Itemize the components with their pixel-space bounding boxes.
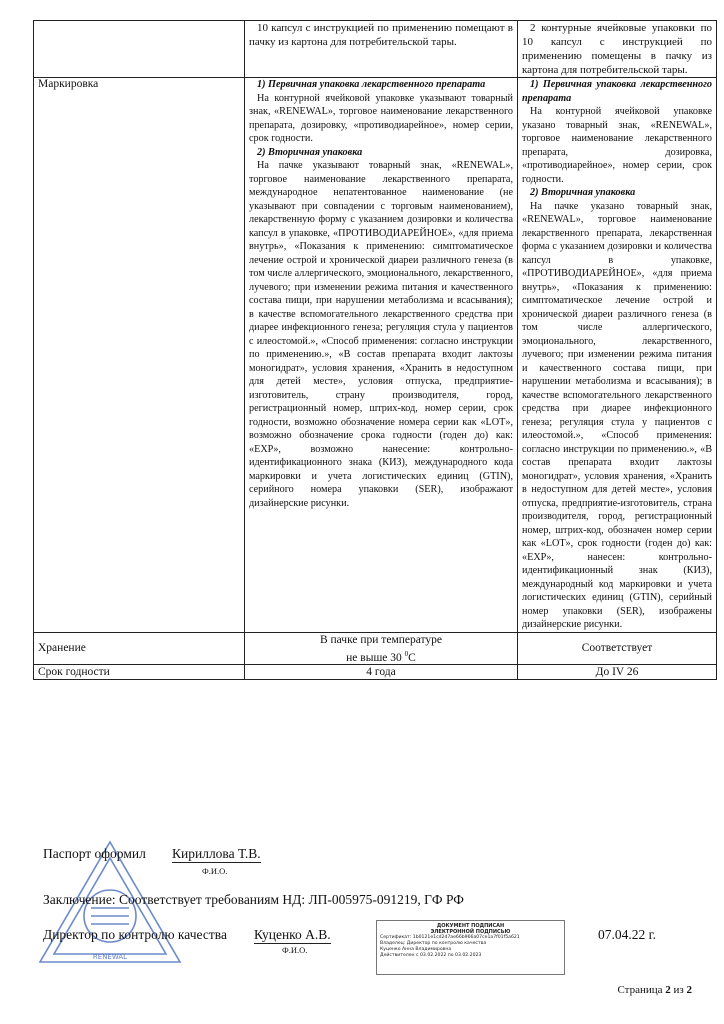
storage-spec-line2: не выше 30: [346, 651, 402, 664]
pack-result-text: 2 контурные ячейковые упаковки по 10 капсул с инструкцией по применению помещены в пачку из картона для потребительской тары.: [522, 22, 712, 76]
spec-primary-heading: 1) Первичная упаковка лекарственного препарата: [257, 79, 486, 90]
shelf-life-result: До IV 26: [518, 665, 717, 680]
signature-title-1: ДОКУМЕНТ ПОДПИСАН: [436, 923, 505, 929]
fio-caption-2: Ф.И.О.: [282, 945, 308, 955]
spec-table: [33, 20, 717, 680]
result-primary-text: На контурной ячейковой упаковке указано товарный знак, «RENEWAL», торговое наименование лекарственного препарата, дозировка, «противодиарейное», номер серии, срок годности.: [522, 106, 712, 185]
signature-cert: Сертификат: 1b0121e1cd2d7ae66b966a07ce1a7f01f5a621: [380, 935, 520, 940]
spec-secondary-heading: 2) Вторичная упаковка: [257, 146, 363, 158]
page-current: 2: [665, 984, 671, 996]
table-cell: [34, 21, 245, 78]
spec-primary-text: На контурной ячейковой упаковке указывают товарный знак, «RENEWAL», торговое наименование лекарственного препарата, дозировку, «противодиарейное», номер серии, срок годности.: [249, 92, 513, 144]
stamp-text: RENEWAL: [92, 953, 128, 961]
spec-secondary-text: На пачке указывают товарный знак, «RENEWAL», торговое наименование лекарственного препарата, международное непатентованное наименование (не указывают при совпадении с торговым наименованием), лекарственную форму с указанием дозировки и количества капсул в упаковке, «ПРОТИВОДИАРЕЙНОЕ», «для приема внутрь», «Показания к применению: симптоматическое лечение острой и хронической диареи различного генеза (в том числе аллергического, эмоционального, лекарственного, лучевого; при изменении режима питания и качественного состава пищи, при нарушении метаболизма и всасывания); в качестве вспомогательного лекарственного средства при диарее инфекционного генеза; регуляция стула у пациентов с илеостомой.», «Способ применения: согласно инструкции по применению.», «В состав препарата входит лактозы моногидрат», условия хранения, «Хранить в недоступном для детей месте», условия отпуска, предприятие-изготовитель, страну производителя, город, регистрационный номер, штрих-код, номер серии, срок годности, возможно обозначение номера серии как «LOT», возможно обозначение срока годности (годен до) как: «EXP», возможно нанесение: контрольно-идентификационного знака (КИЗ), международного кода маркировки и учета логистических единиц (GTIN), серийного номера упаковки (SER), изображают дизайнерские рисунки.: [249, 160, 513, 509]
storage-spec-line1: В пачке при температуре: [319, 633, 443, 646]
passport-label: Паспорт оформил: [43, 846, 146, 861]
page-total: 2: [686, 984, 692, 996]
marking-result-cell: [518, 78, 717, 633]
shelf-life-spec: 4 года: [245, 665, 518, 680]
page-prefix: Страница: [617, 984, 663, 996]
conclusion-text: Заключение: Соответствует требованиям НД: ЛП-005975-091219, ГФ РФ: [43, 892, 464, 907]
signature-owner-name: Куценко Анна Владимировна: [380, 947, 452, 952]
table-row: [34, 21, 717, 78]
pack-spec-cell: [245, 21, 518, 78]
marking-spec-cell: [245, 78, 518, 633]
table-row: [34, 632, 717, 665]
shelf-life-label: Срок годности: [34, 665, 245, 680]
director-label: Директор по контролю качества: [43, 927, 227, 942]
marking-label: Маркировка: [34, 78, 245, 633]
signing-date: 07.04.22 г.: [598, 927, 657, 942]
signature-validity: Действителен с 03.02.2022 по 03.02.2023: [380, 953, 482, 958]
degree-mark: 0: [404, 649, 409, 658]
storage-spec-cell: [245, 632, 518, 665]
storage-label: Хранение: [34, 632, 245, 665]
director-name: Куценко А.В.: [254, 927, 331, 942]
storage-result: Соответствует: [518, 632, 717, 665]
result-primary-heading: 1) Первичная упаковка лекарственного препарата: [522, 79, 712, 104]
result-secondary-heading: 2) Вторичная упаковка: [530, 187, 636, 198]
temperature-unit: С: [408, 651, 416, 664]
signature-owner-role: Владелец: Директор по контролю качества: [380, 941, 487, 946]
pack-result-cell: [518, 21, 717, 78]
fio-caption-1: Ф.И.О.: [202, 866, 228, 876]
table-row: [34, 78, 717, 633]
page-number: [617, 984, 692, 996]
result-secondary-text: На пачке указано товарный знак, «RENEWAL», торговое наименование лекарственного препарата, лекарственная форма с указанием дозировки и количества капсул в упаковке, «ПРОТИВОДИАРЕЙНОЕ», «для приема внутрь», «Показания к применению: симптоматическое лечение острой и хронической диареи различного генеза (в том числе аллергического, эмоционального, лекарственного, лучевого; при изменении режима питания и качественного состава пищи, при нарушении метаболизма и всасывания); в качестве вспомогательного лекарственного средства при диарее инфекционного генеза; регуляция стула у пациентов с илеостомой.», «Способ применения: согласно инструкции по применению.», «В состав препарата входит лактозы моногидрат», условия хранения, «Хранить в недоступном для детей месте», условия отпуска, предприятие-изготовитель, страна производителя, город, регистрационный номер, штрих-код, обозначен номер серии как «LOT», срок годности (годен до) как: «EXP», нанесен: контрольно-идентификационный знак (КИЗ), международный код маркировки и учета логистических единиц (GTIN), серийный номер упаковки (SER), изображены дизайнерские рисунки.: [522, 200, 712, 630]
page-sep: из: [673, 984, 684, 996]
table-row: [34, 665, 717, 680]
electronic-signature-block: [376, 920, 565, 975]
signature-title-2: ЭЛЕКТРОННОЙ ПОДПИСЬЮ: [430, 929, 511, 935]
passport-name: Кириллова Т.В.: [172, 846, 261, 861]
pack-spec-text: 10 капсул с инструкцией по применению помещают в пачку из картона для потребительской тары.: [249, 22, 513, 48]
